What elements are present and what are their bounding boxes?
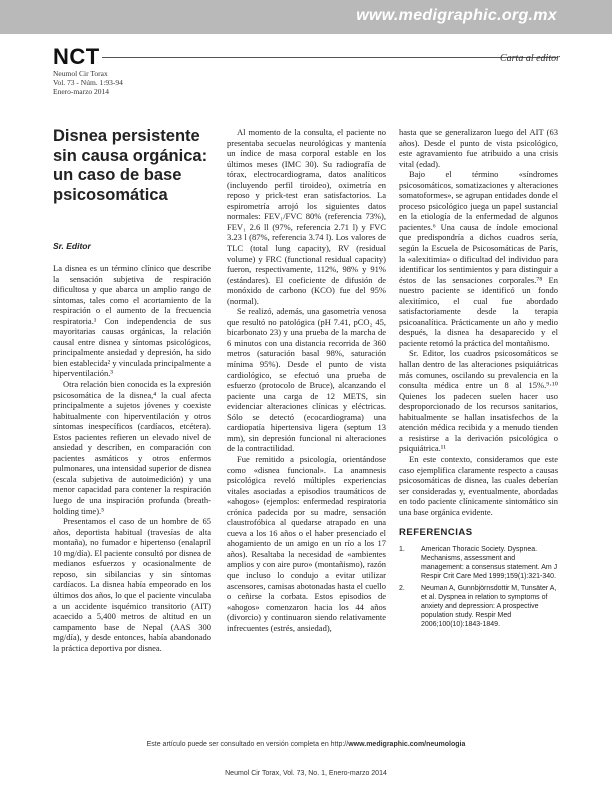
reference-number: 2. [399, 584, 405, 592]
column-2 [227, 127, 386, 633]
reference-text: American Thoracic Society. Dyspnea. Mechanisms, assessment and management: a consensus statement. Am J Respir Crit Care Med 1999;159(1):321-340. [421, 545, 558, 580]
footer-citation: Neumol Cir Torax, Vol. 73, No. 1, Enero-marzo 2014 [225, 770, 387, 777]
journal-meta [53, 69, 123, 96]
paragraph: Presentamos el caso de un hombre de 65 años, deportista habitual (travesías de alta montaña), no fumador e hipertenso (enalapril 10 mg/día). El paciente consultó por disnea de medianos esfuerzos y ocasionalmente de reposo, sin sibilancias y sin síntomas cardíacos. La disnea había empeorado en los últimos dos años, lo que el paciente vinculaba a un accidente isquémico transitorio (AIT) acaecido a 5,400 metros de altitud en un campamento base de Nepal (AAS 300 mg/día), y desde entonces, había abandonado la práctica deportiva por disnea. [53, 516, 211, 653]
footer-note [0, 741, 612, 748]
section-label: Carta al editor [499, 53, 560, 64]
reference-text: Neuman A, Gunnbjörnsdottir M, Tunsäter A, et al. Dyspnea in relation to symptoms of anxiety and depression: A prospective population study. Respir Med 2006;100(10):1843-1849. [421, 584, 557, 628]
paragraph: hasta que se generalizaron luego del AIT (63 años). Desde el punto de vista psicológico, este agravamiento fue atribuido a una crisis vital (edad). [399, 127, 558, 169]
paragraph: Sr. Editor, los cuadros psicosomáticos se hallan dentro de las alteraciones psiquiátricas más comunes, oscilando su prevalencia en la consulta médica entre un 8 al 15%.⁹·¹⁰ Quienes los padecen suelen hacer uso desproporcionado de los recursos sanitarios, habitualmente se hallan insatisfechos de la atención médica recibida y a menudo tienden a resistirse a la derivación psicológica o psiquiátrica.¹¹ [399, 348, 558, 454]
journal-date: Enero-marzo 2014 [53, 87, 110, 96]
column-1 [53, 263, 211, 653]
paragraph: Se realizó, además, una gasometría venosa que resultó no patológica (pH 7.41, pCO₂ 45, bicarbonato 23) y una prueba de la marcha de 6 minutos con una distancia recorrida de 360 metros (saturación basal 98%, saturación mínima 95%). Desde el punto de vista cardiológico, se efectuó una prueba de esfuerzo (protocolo de Bruce), alcanzando el paciente una carga de 12 METS, sin evidenciar alteraciones clínicas y eléctricas. Sólo se detectó (ecocardiograma) una cardiopatía hipertensiva ligera (septum 13 mm), sin depresión funcional ni alteraciones de la contractilidad. [227, 306, 386, 454]
paragraph: Bajo el término «síndromes psicosomáticos, somatizaciones y alteraciones somatoformes», se agrupan entidades donde el proceso psicológico juega un papel sustancial en la etiología de la enfermedad de algunos pacientes.⁶ Una causa de índole emocional que predispondría a dichos cuadros sería, según la Escuela de Psicosomáticas de París, la «alexitimia» o dificultad del individuo para identificar los sentimientos y para distinguir a éstos de las sensaciones corporales.⁷⁸ En nuestro paciente se identificó un fondo alexitímico, el cual fue abordado satisfactoriamente desde la terapia psicoanalítica. Prácticamente un año y medio después, la disnea ha desaparecido y el paciente retomó la práctica del montañismo. [399, 169, 558, 348]
footer-note-prefix: Este artículo puede ser consultado en versión completa en http:// [146, 741, 349, 748]
journal-name: Neumol Cir Torax [53, 69, 108, 78]
journal-logo: NCT [53, 44, 100, 69]
banner-url[interactable]: www.medigraphic.org.mx [356, 7, 557, 24]
article-title: Disnea persistente sin causa orgánica: un caso de base psicosomática [53, 127, 208, 204]
journal-volume: Vol. 73 - Núm. 1:93-94 [53, 78, 123, 87]
reference-number: 1. [399, 545, 405, 553]
reference-item [399, 545, 558, 581]
paragraph: En este contexto, consideramos que este caso ejemplifica claramente respecto a causas psicosomáticas de disnea, las cuales deberían ser consideradas y, eventualmente, abordadas en todo paciente clínicamente sintomático sin una base orgánica evidente. [399, 453, 558, 517]
references-heading: REFERENCIAS [399, 527, 473, 539]
top-banner [0, 0, 612, 34]
article-salutation: Sr. Editor [53, 241, 91, 251]
paragraph: Fue remitido a psicología, orientándose como «disnea funcional». La anamnesis psicológica reveló múltiples experiencias vitales asociadas a episodios traumáticos de «ahogos» (ejemplos: enfermedad respiratoria crónica padecida por su madre, sensación claustrofóbica al quedarse atrapado en una cueva a los 16 años o el haber presenciado el ahogamiento de un amigo en un río a los 17 años). Resaltaba la necesidad de «ambientes amplios y con aire puro» (montañismo), razón que incluso lo condujo a evitar utilizar ascensores, camisas abotonadas hasta el cuello o ceñirse la corbata. Estos episodios de «ahogos» comenzaron hacia los 44 años (divorcio) y continuaron siendo relativamente infrecuentes (estrés, ansiedad), [227, 453, 386, 633]
header-rule [102, 57, 557, 58]
reference-item [399, 584, 558, 629]
column-3 [399, 127, 558, 632]
paragraph: Otra relación bien conocida es la expresión psicosomática de la disnea,⁴ la cual afecta principalmente a sujetos jóvenes y coexiste habitualmente con hiperventilación y otros síntomas inespecíficos (cardíacos, etcétera). Estos pacientes refieren un elevado nivel de ansiedad y describen, en comparación con pacientes asmáticos y otros enfermos pulmonares, una intensidad superior de disnea (escala subjetiva de autoimedición) y una menor capacidad para contener la respiración luego de una inspiración profunda (breath-holding time).⁵ [53, 379, 211, 516]
paragraph: Al momento de la consulta, el paciente no presentaba secuelas neurológicas y mantenía un índice de masa corporal estable en los últimos meses (IMC 30). Su radiografía de tórax, electrocardiograma, datos analíticos (incluyendo perfil tiroideo), oximetría en reposo y prick-test eran satisfactorios. La espirometría arrojó los siguientes datos normales: FEV₁/FVC 80% (referencia 73%), FEV₁ 2.6 ll (97%, referencia 2.71 l) y FVC 3.23 l (87%, referencia 3.74 l). Los valores de TLC (total lung capacity), RV (residual volume) y FRC (functional residual capacity) fueron, respectivamente, 112%, 98% y 91% (estándares). El coeficiente de difusión de monóxido de carbono (KCO) fue del 95% (normal). [227, 127, 386, 306]
footer-url-link[interactable]: www.medigraphic.com/neumologia [348, 741, 466, 748]
paragraph: La disnea es un término clínico que describe la sensación subjetiva de respiración dificultosa y que abarca un amplio rango de síntomas, tales como el acortamiento de la respiración o el aumento de la frecuencia respiratoria.¹ Con independencia de sus mayoritarias causas orgánicas, la relación causal entre disnea y síntomas psicológicos, principalmente ansiedad y depresión, ha sido bien establecida² y vinculada principalmente a hiperventilación.³ [53, 263, 211, 379]
